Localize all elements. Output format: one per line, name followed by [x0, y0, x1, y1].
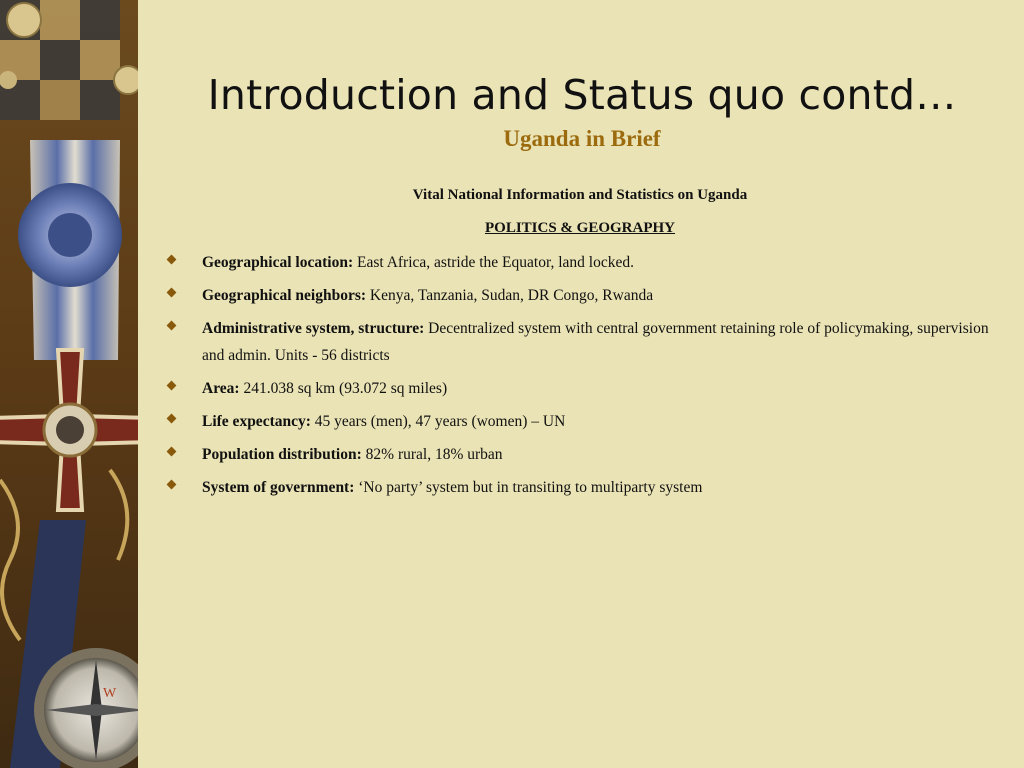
diamond-bullet-icon	[167, 249, 177, 276]
item-text: East Africa, astride the Equator, land locked.	[357, 254, 634, 271]
fact-list	[166, 249, 1006, 507]
diamond-bullet-icon	[167, 408, 177, 435]
diamond-bullet-icon	[167, 282, 177, 309]
list-item	[166, 375, 1006, 402]
slide-subtitle: Uganda in Brief	[503, 126, 661, 151]
slide-title: Introduction and Status quo contd…	[207, 71, 957, 119]
medal-and-compass-image	[0, 0, 138, 768]
item-label: Geographical location:	[202, 254, 354, 271]
item-label: Administrative system, structure:	[202, 320, 425, 337]
list-item	[166, 474, 1006, 501]
item-label: Geographical neighbors:	[202, 287, 367, 304]
section-label-text: POLITICS & GEOGRAPHY	[484, 220, 676, 236]
section-heading: Vital National Information and Statistics on Uganda	[412, 187, 748, 203]
list-item	[166, 249, 1006, 276]
item-label: System of government:	[202, 479, 355, 496]
diamond-bullet-icon	[167, 441, 177, 468]
list-item	[166, 282, 1006, 309]
item-text: Decentralized system with central government retaining role of policymaking, supervision and admin. Units - 56 districts	[202, 320, 989, 364]
list-item	[166, 315, 1006, 369]
diamond-bullet-icon	[167, 315, 177, 342]
item-text: 45 years (men), 47 years (women) – UN	[314, 413, 566, 430]
diamond-bullet-icon	[167, 375, 177, 402]
list-item	[166, 408, 1006, 435]
item-label: Population distribution:	[202, 446, 362, 463]
item-text: Kenya, Tanzania, Sudan, DR Congo, Rwanda	[369, 287, 654, 304]
item-label: Life expectancy:	[202, 413, 311, 430]
item-text: 241.038 sq km (93.072 sq miles)	[243, 380, 448, 397]
section-label	[140, 217, 1020, 239]
diamond-bullet-icon	[167, 474, 177, 501]
list-item	[166, 441, 1006, 468]
svg-text:W: W	[103, 686, 117, 701]
item-text: 82% rural, 18% urban	[365, 446, 503, 463]
item-label: Area:	[202, 380, 240, 397]
item-text: ‘No party’ system but in transiting to multiparty system	[358, 479, 703, 496]
